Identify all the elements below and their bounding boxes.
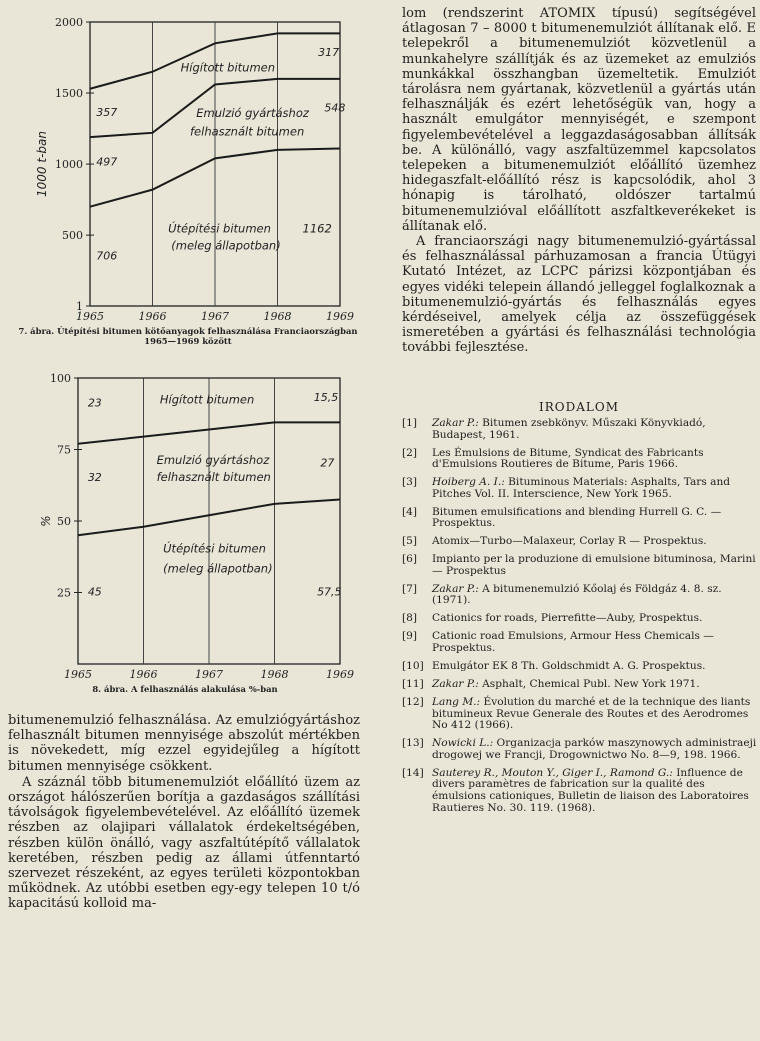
series-label: (meleg állapotban)	[163, 561, 273, 576]
y-tick-label: 75	[57, 443, 71, 457]
data-label: 57,5	[317, 585, 342, 599]
series-label: felhasznált bitumen	[190, 124, 305, 139]
left-paragraph-1: bitumenemulzió felhasználása. Az emulziógyártáshoz felhasznált bitumen mennyisége abszolút mértékben is növekedett, míg ezzel egyidejűleg a hígított bitumen mennyisége csökkent.	[8, 713, 360, 774]
x-tick-label: 1969	[326, 310, 354, 323]
series-label: Emulzió gyártáshoz	[196, 106, 309, 121]
reference-number: [9]	[402, 630, 418, 643]
reference-item	[402, 679, 758, 691]
reference-number: [6]	[402, 553, 418, 566]
figure-1-caption-line-1: 7. ábra. Útépítési bitumen kötőanyagok felhasználása Franciaországban	[18, 326, 358, 336]
series-label: Útépítési bitumen	[168, 221, 271, 236]
reference-number: [12]	[402, 695, 424, 708]
reference-item	[402, 448, 758, 471]
reference-item	[402, 477, 758, 500]
reference-text: Cationics for roads, Pierrefitte—Auby, Prospektus.	[432, 612, 703, 625]
reference-number: [3]	[402, 476, 418, 489]
reference-number: [1]	[402, 417, 418, 429]
series-label: 1162	[302, 221, 332, 236]
reference-text: Organizacja parków maszynowych administraeji drogowej we Francji, Drogownictwo No. 8—9, 198. 1966.	[432, 737, 757, 761]
reference-author: Hoiberg A. I.:	[432, 476, 505, 489]
left-column-text	[8, 713, 360, 912]
x-tick-label: 1967	[195, 668, 223, 681]
x-tick-label: 1966	[129, 668, 158, 681]
y-tick-label: 500	[62, 229, 83, 243]
reference-author: Nowicki L.:	[432, 737, 494, 750]
series-label: felhasznált bitumen	[156, 469, 271, 484]
series-label: Útépítési bitumen	[163, 541, 266, 556]
right-paragraph-2: A franciaországi nagy bitumenemulzió-gyártással és felhasználással párhuzamosan a francia Útügyi Kutató Intézet, az LCPC párizsi központjában és egyes vidéki telepein állandó jelleggel foglalkoznak a bitumenemulzió-gyártás és felhasználás egyes kérdéseivel, amelyek célja az összefüggések ismeretében a gyártási és felhasználási technológia további fejlesztése.	[402, 234, 756, 356]
data-label: 357	[96, 105, 118, 119]
reference-item	[402, 631, 758, 654]
data-label: 497	[96, 155, 118, 169]
reference-number: [7]	[402, 582, 418, 595]
figure-2-caption: 8. ábra. A felhasználás alakulása %-ban	[92, 684, 278, 694]
references-list	[402, 418, 758, 821]
reference-number: [11]	[402, 678, 424, 690]
reference-text: Impianto per la produzione di emulsione bituminosa, Marini — Prospektus	[432, 553, 756, 577]
reference-item	[402, 507, 758, 530]
reference-text: Bitumen zsebkönyv. Műszaki Könyvkiadó, Budapest, 1961.	[432, 417, 706, 441]
y-tick-label: 1000	[55, 158, 83, 172]
reference-text: Les Émulsions de Bitume, Syndicat des Fabricants d'Emulsions Routieres de Bitume, Paris 1966.	[432, 446, 704, 471]
reference-item	[402, 697, 758, 732]
reference-item	[402, 536, 758, 548]
series-label: Hígított bitumen	[180, 60, 276, 75]
x-tick-label: 1968	[263, 310, 292, 323]
right-paragraph-1: lom (rendszerint ATOMIX típusú) segítségével átlagosan 7 – 8000 t bitumenemulziót állítanak elő. E telepekről a bitumenemulziót közvetlenül a munkahelyre szállítják és az üzemeket az emulziós munkákkal összhangban üzemeltetik. Emulziót tárolásra nem gyártanak, közvetlenül a gyártás után felhasználják és ezért lehetőségük van, hogy a használt emulgátor mennyiségét, e szempont figyelembevételével a leggazdaságosabban állítsák be. A különálló, vagy aszfaltüzemmel kapcsolatos telepeken a bitumenemulziót előállító üzemhez hidegaszfalt-előállító rész is kapcsolódik, ahol 3 hónapig is tárolható, oldószer tartalmú bitumenemulzióval előállított aszfaltkeverékeket is állítanak elő.	[402, 6, 756, 234]
reference-author: Lang M.:	[432, 695, 481, 708]
figure-2-chart	[28, 368, 354, 684]
y-tick-label: 100	[50, 372, 71, 385]
reference-item	[402, 584, 758, 607]
reference-author: Zakar P.:	[432, 582, 479, 595]
references-heading: IRODALOM	[539, 400, 619, 414]
data-label: 27	[320, 456, 335, 470]
data-label: 548	[324, 101, 346, 115]
y-tick-label: 1	[76, 300, 83, 313]
series-label: (meleg állapotban)	[171, 238, 281, 253]
series-label: Hígított bitumen	[159, 392, 255, 407]
reference-text: Atomix—Turbo—Malaxeur, Corlay R — Prospektus.	[432, 535, 707, 548]
reference-item	[402, 738, 758, 761]
x-tick-label: 1969	[326, 668, 354, 681]
left-paragraph-2: A száznál több bitumenemulziót előállító üzem az országot hálószerűen borítja a gazdaságos szállítási távolságok figyelembevételével. Az előállító üzemek részben az olajipari vállalatok érdekeltségében, részben külön önálló, vagy aszfaltútépítő vállalatok keretében, részben pedig az állami útfenntartó szervezet részeként, az egyes területi központokban működnek. Az utóbbi esetben egy-egy telepen 10 t/ó kapacitású kolloid ma-	[8, 774, 360, 912]
data-label: 32	[87, 470, 102, 484]
reference-number: [5]	[402, 535, 418, 548]
y-tick-label: 50	[57, 515, 71, 528]
reference-text: Évolution du marché et de la technique des liants bitumineux Revue Generale des Routes et des Aerodromes No 412 (1966).	[432, 695, 751, 732]
data-label: 317	[318, 46, 340, 60]
reference-text: Cationic road Emulsions, Armour Hess Chemicals — Prospektus.	[432, 630, 714, 655]
figure-1-caption-line-2: 1965—1969 között	[144, 336, 232, 346]
x-tick-label: 1965	[64, 668, 92, 681]
reference-item	[402, 418, 758, 441]
reference-text: Asphalt, Chemical Publ. New York 1971.	[478, 678, 700, 690]
reference-number: [4]	[402, 505, 418, 518]
reference-text: A bitumenemulzió Kőolaj és Földgáz 4. 8. sz. (1971).	[432, 582, 722, 607]
reference-item	[402, 661, 758, 673]
x-tick-label: 1966	[138, 310, 167, 323]
y-axis-label: 1000 t-ban	[35, 131, 49, 197]
y-axis-label: %	[39, 515, 53, 527]
reference-item	[402, 768, 758, 814]
reference-text: Emulgátor EK 8 Th. Goldschmidt A. G. Prospektus.	[432, 660, 706, 673]
y-tick-label: 2000	[55, 16, 83, 29]
x-tick-label: 1965	[76, 310, 104, 323]
reference-number: [2]	[402, 446, 418, 459]
reference-item	[402, 554, 758, 577]
right-column-text	[402, 6, 756, 356]
reference-author: Sauterey R., Mouton Y., Giger I., Ramond G.:	[432, 766, 673, 779]
reference-text: Bituminous Materials: Asphalts, Tars and Pitches Vol. II. Interscience, New York 1965.	[432, 476, 731, 500]
reference-number: [8]	[402, 612, 418, 625]
data-label: 706	[96, 249, 118, 263]
reference-number: [14]	[402, 766, 424, 779]
data-label: 15,5	[313, 390, 339, 404]
figure-2-svg	[28, 368, 354, 684]
data-label: 23	[87, 396, 102, 410]
series-label: Emulzió gyártáshoz	[156, 452, 270, 467]
reference-author: Zakar P.:	[432, 417, 479, 429]
figure-1-caption	[8, 326, 368, 346]
figure-1-chart	[28, 8, 354, 328]
reference-item	[402, 613, 758, 625]
reference-text: Influence de divers paramètres de fabrication sur la qualité des émulsions cationiques, Bulletin de liaison des Laboratoires Rautieres No. 30. 119. (1968).	[432, 766, 749, 814]
reference-author: Zakar P.:	[432, 678, 479, 690]
figure-1-svg	[28, 8, 354, 328]
x-tick-label: 1967	[201, 310, 229, 323]
reference-number: [10]	[402, 660, 424, 673]
y-tick-label: 1500	[55, 87, 83, 101]
reference-text: Bitumen emulsifications and blending Hurrell G. C. — Prospektus.	[432, 505, 722, 530]
reference-number: [13]	[402, 737, 424, 750]
x-tick-label: 1968	[260, 668, 289, 681]
y-tick-label: 25	[57, 586, 71, 600]
data-label: 45	[87, 585, 102, 599]
